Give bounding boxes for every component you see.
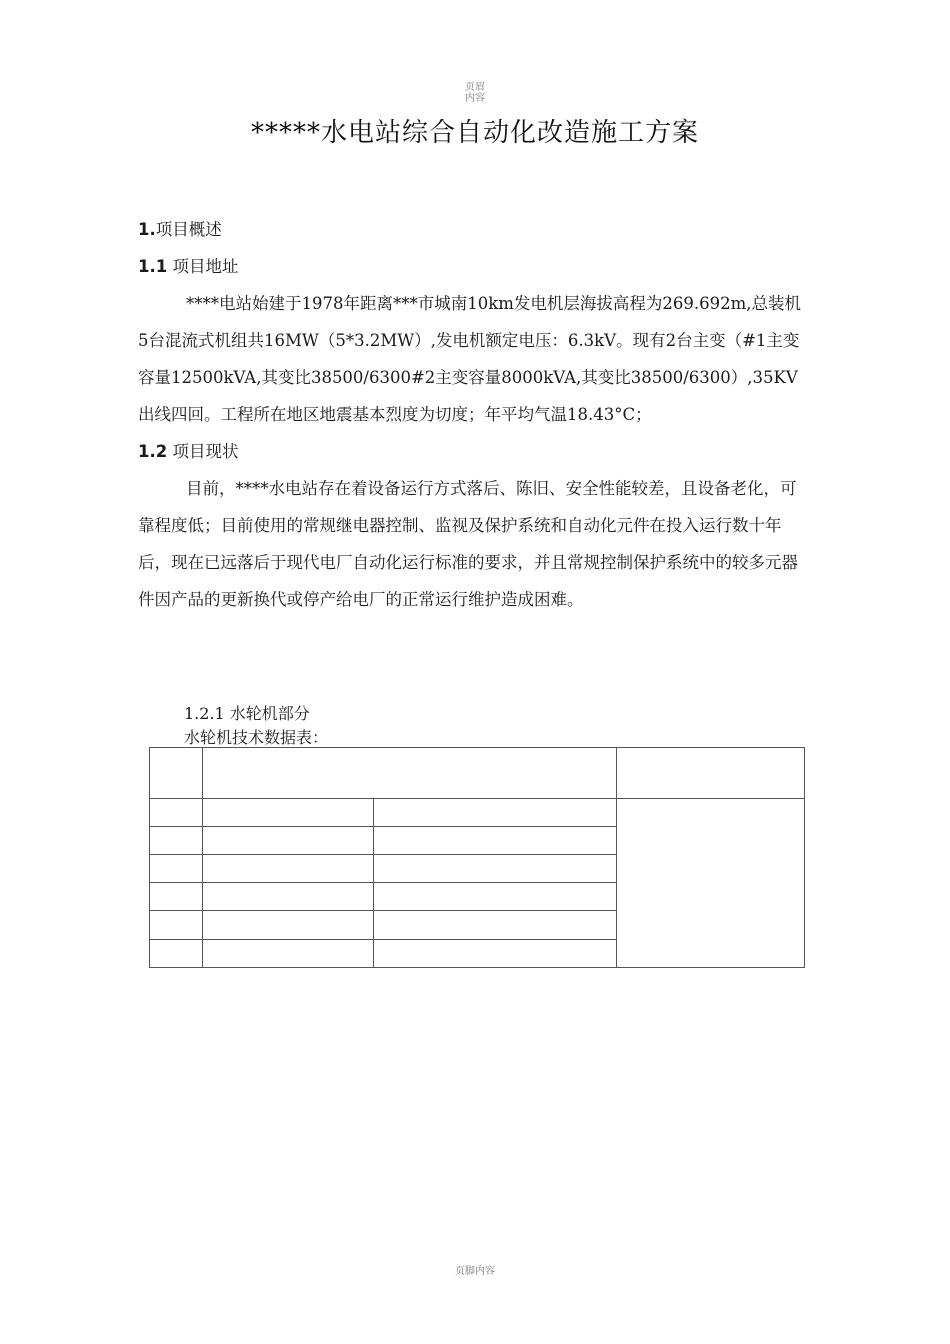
table-cell <box>373 911 617 940</box>
turbine-data-table <box>149 747 805 968</box>
table-cell <box>373 827 617 855</box>
table-cell <box>373 940 617 968</box>
table-cell <box>202 748 616 799</box>
table-cell <box>150 799 203 827</box>
table-cell <box>150 827 203 855</box>
table-cell <box>202 911 373 940</box>
page-header-line2: 内容 <box>465 93 485 104</box>
table-cell <box>373 855 617 883</box>
section-1-heading: 1.项目概述 <box>138 220 222 239</box>
table-cell <box>150 748 203 799</box>
table-cell <box>373 799 617 827</box>
document-title: *****水电站综合自动化改造施工方案 <box>250 118 699 148</box>
table-cell <box>373 883 617 911</box>
table-cell <box>617 799 805 968</box>
table-cell <box>617 748 805 799</box>
table-cell <box>150 911 203 940</box>
section-1-2-body: 目前，****水电站存在着设备运行方式落后、陈旧、安全性能较差，且设备老化，可靠程度低；目前使用的常规继电器控制、监视及保护系统和自动化元件在投入运行数十年后，现在已远落后于现代电厂自动化运行标准的要求，并且常规控制保护系统中的较多元器件因产品的更新换代或停产给电厂的正常运行维护造成困难。 <box>138 479 798 609</box>
table-cell <box>202 940 373 968</box>
table-cell <box>202 799 373 827</box>
body-text <box>138 211 810 618</box>
section-1-1-body: ****电站始建于1978年距离***市城南10km发电机层海拔高程为269.692m,总装机5台混流式机组共16MW（5*3.2MW）,发电机额定电压：6.3kV。现有2台主变（#1主变容量12500kVA,其变比38500/6300#2主变容量8000kVA,其变比38500/6300）,35KV出线四回。工程所在地区地震基本烈度为切度；年平均气温18.43°C； <box>138 294 802 424</box>
page-header-line1: 页眉 <box>465 82 485 93</box>
section-1-2-1-heading: 1.2.1 水轮机部分 <box>184 704 310 723</box>
table-row <box>150 799 805 827</box>
table-caption: 水轮机技术数据表： <box>184 728 329 747</box>
table-cell <box>202 855 373 883</box>
page-footer: 页脚内容 <box>455 1266 495 1277</box>
table-cell <box>202 883 373 911</box>
section-1-1-heading: 1.1 项目地址 <box>138 257 239 276</box>
section-1-2-heading: 1.2 项目现状 <box>138 442 239 461</box>
table-row <box>150 748 805 799</box>
table-cell <box>150 855 203 883</box>
table-cell <box>150 883 203 911</box>
table-cell <box>150 940 203 968</box>
table-cell <box>202 827 373 855</box>
